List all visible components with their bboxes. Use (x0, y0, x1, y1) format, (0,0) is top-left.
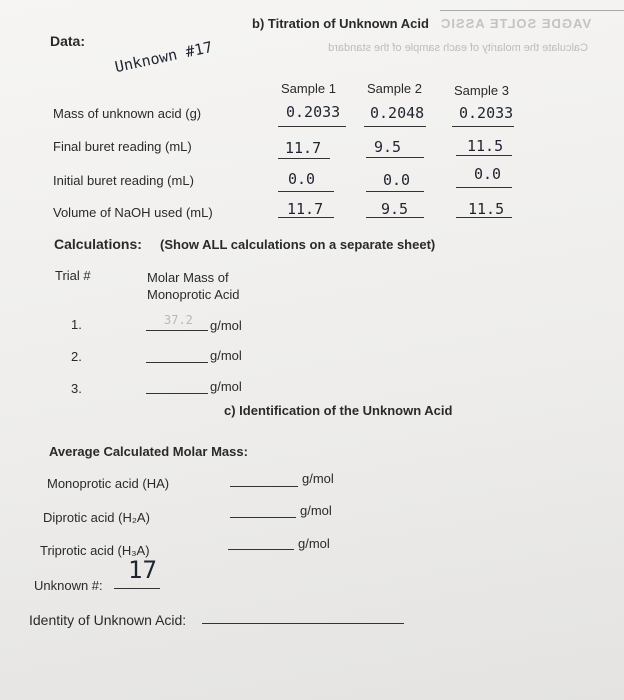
molar-mass-header: Molar Mass of Monoprotic Acid (147, 270, 240, 302)
identification-title: c) Identification of the Unknown Acid (224, 403, 453, 418)
handwritten-unknown-note: Unknown #17 (113, 37, 215, 77)
cell-final-sample-1: 11.7 (285, 139, 322, 157)
identity-blank (202, 623, 404, 624)
row-label-mass: Mass of unknown acid (g) (53, 106, 202, 121)
trial-unit: g/mol (210, 379, 242, 394)
acid-unit: g/mol (300, 503, 332, 518)
cell-mass-sample-3: 0.2033 (459, 104, 514, 122)
underline (456, 217, 512, 218)
trial-blank (146, 393, 208, 394)
column-header-sample-2: Sample 2 (367, 81, 422, 96)
bleed-through-subtext: Calculate the molarity of each sample of the standard (328, 42, 588, 54)
row-label-initial-buret: Initial buret reading (mL) (53, 173, 194, 188)
row-label-volume-naoh: Volume of NaOH used (mL) (53, 205, 213, 220)
acid-label-diprotic: Diprotic acid (H₂A) (43, 510, 150, 525)
underline (278, 158, 330, 159)
acid-unit: g/mol (302, 471, 334, 486)
trial-unit: g/mol (210, 348, 242, 363)
cell-mass-sample-1: 0.2033 (286, 103, 341, 121)
underline (366, 157, 424, 158)
underline (364, 126, 426, 127)
calculations-note: (Show ALL calculations on a separate sheet) (160, 237, 436, 252)
cell-mass-sample-2: 0.2048 (370, 104, 425, 122)
trial-blank (146, 362, 208, 363)
cell-final-sample-3: 11.5 (467, 137, 504, 155)
trial-header: Trial # (55, 268, 91, 283)
acid-label-triprotic: Triprotic acid (H₃A) (40, 543, 150, 558)
data-label: Data: (50, 33, 86, 49)
underline (366, 191, 424, 192)
average-title: Average Calculated Molar Mass: (49, 444, 248, 459)
cell-initial-sample-1: 0.0 (288, 170, 316, 188)
cell-volume-sample-2: 9.5 (381, 200, 409, 218)
underline (278, 126, 346, 127)
top-border-line (440, 10, 624, 11)
underline (456, 155, 512, 156)
unknown-number-blank (114, 588, 160, 589)
cell-initial-sample-3: 0.0 (474, 165, 502, 183)
acid-blank (228, 549, 294, 550)
trial-number: 2. (71, 349, 82, 364)
cell-volume-sample-1: 11.7 (287, 200, 324, 218)
trial-value: 37.2 (164, 313, 193, 327)
underline (366, 217, 424, 218)
cell-volume-sample-3: 11.5 (468, 200, 505, 218)
trial-blank (146, 330, 208, 331)
cell-initial-sample-2: 0.0 (383, 171, 411, 189)
column-header-sample-1: Sample 1 (281, 81, 336, 96)
underline (278, 191, 334, 192)
underline (452, 126, 514, 127)
row-label-final-buret: Final buret reading (mL) (53, 139, 192, 154)
bleed-through-header: VAGDE SOLTE ASSIC (440, 16, 592, 31)
identity-label: Identity of Unknown Acid: (29, 612, 187, 628)
acid-blank (230, 517, 296, 518)
underline (278, 217, 334, 218)
unknown-number-value: 17 (128, 556, 157, 584)
trial-unit: g/mol (210, 318, 242, 333)
section-title: b) Titration of Unknown Acid (252, 16, 429, 31)
trial-number: 3. (71, 381, 82, 396)
column-header-sample-3: Sample 3 (454, 83, 509, 98)
acid-unit: g/mol (298, 536, 330, 551)
underline (456, 187, 512, 188)
acid-blank (230, 486, 298, 487)
acid-label-monoprotic: Monoprotic acid (HA) (47, 476, 170, 491)
calculations-title: Calculations: (54, 236, 142, 252)
cell-final-sample-2: 9.5 (374, 138, 402, 156)
unknown-number-label: Unknown #: (34, 578, 103, 593)
trial-number: 1. (71, 317, 82, 332)
